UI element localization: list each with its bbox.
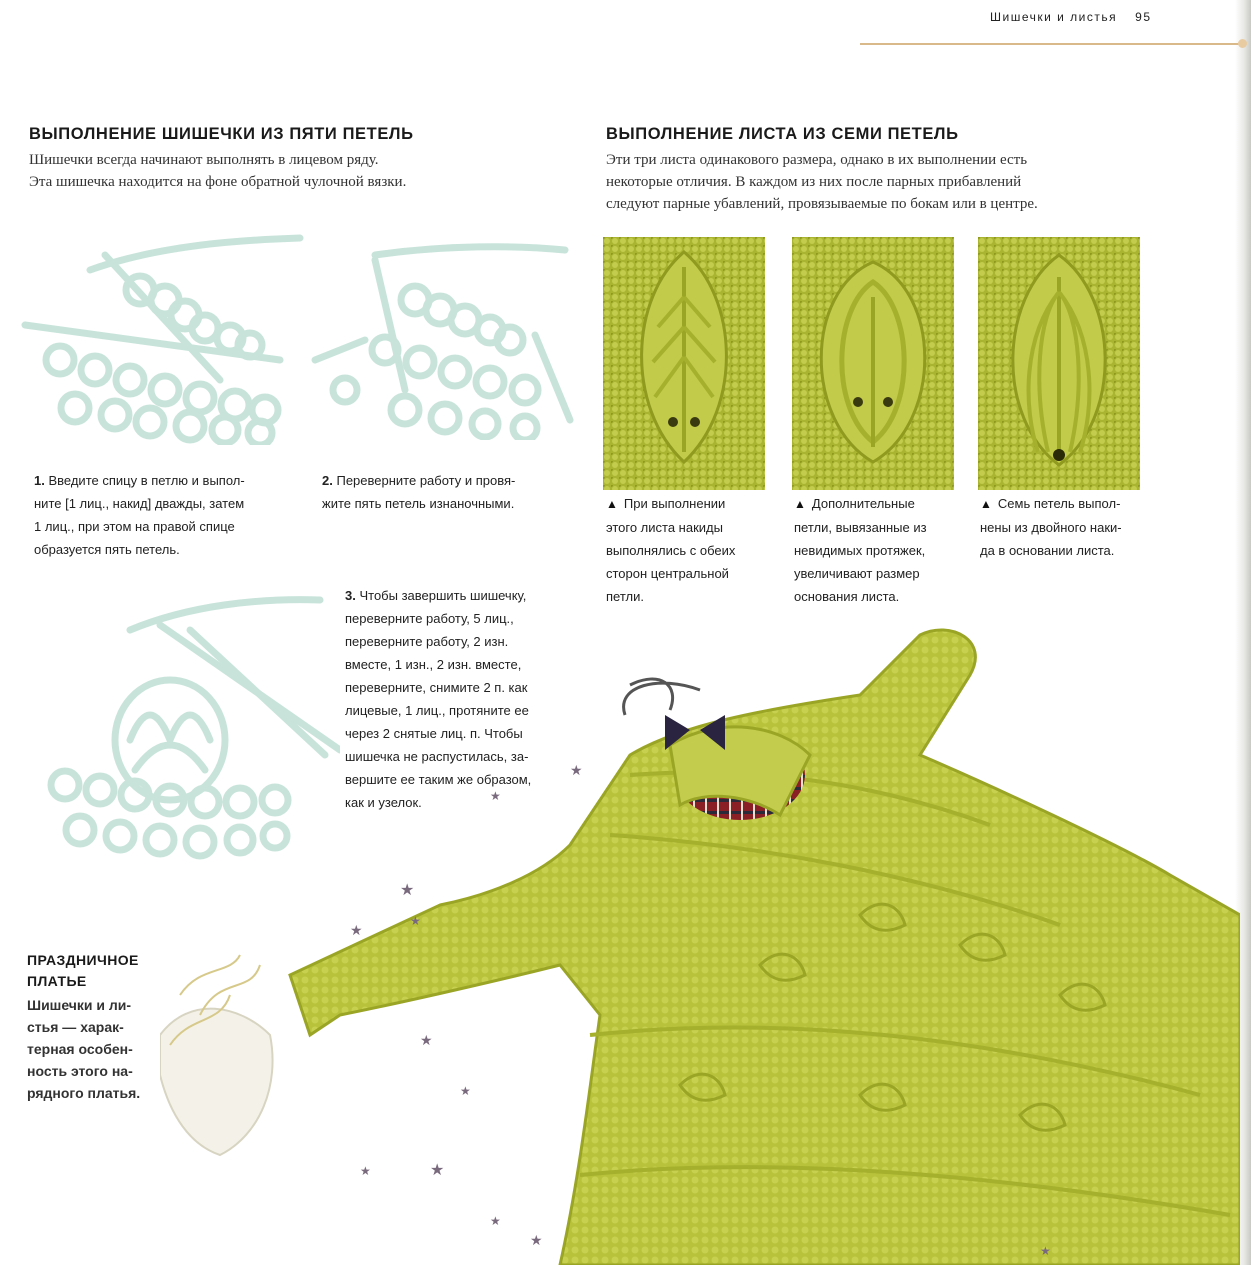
sidebar-title-line: ПРАЗДНИЧНОЕ <box>27 952 139 968</box>
svg-text:★: ★ <box>430 1160 445 1179</box>
sidebar-title-line: ПЛАТЬЕ <box>27 973 87 989</box>
intro-line: Шишечки всегда начинают выполнять в лицевом ряду. <box>29 152 379 168</box>
step-3-line: вместе, 1 изн., 2 изн. вместе, <box>345 657 522 672</box>
step-2-number: 2. <box>322 473 333 488</box>
step-3-line: переверните, снимите 2 п. как <box>345 680 528 695</box>
running-header <box>990 10 1210 30</box>
caption-line: увеличивают размер <box>794 566 920 581</box>
caption-line: выполнялись с обеих <box>606 543 736 558</box>
caption-line: сторон центральной <box>606 566 729 581</box>
caption-line: да в основании листа. <box>980 543 1115 558</box>
step-2-line: жите пять петель изнаночными. <box>322 496 515 511</box>
header-title: Шишечки и листья <box>990 10 1118 24</box>
svg-text:★: ★ <box>570 763 583 779</box>
step-1-line: Введите спицу в петлю и выпол- <box>48 473 245 488</box>
leaf-swatch-3 <box>978 237 1140 490</box>
step-1-caption <box>34 469 294 561</box>
step-3-line: через 2 снятые лиц. п. Чтобы <box>345 726 523 741</box>
step-1-line: ните [1 лиц., накид] дважды, затем <box>34 496 245 511</box>
bobble-diagram-step-1 <box>20 230 305 445</box>
bobble-heading: ВЫПОЛНЕНИЕ ШИШЕЧКИ ИЗ ПЯТИ ПЕТЕЛЬ <box>29 125 414 143</box>
caption-line: основания листа. <box>794 589 900 604</box>
step-3-line: шишечка не распустилась, за- <box>345 749 529 764</box>
step-2-caption <box>322 469 582 515</box>
svg-text:★: ★ <box>360 1164 371 1178</box>
sidebar-title <box>27 950 177 992</box>
svg-text:★: ★ <box>410 914 421 928</box>
step-2-line: Переверните работу и провя- <box>336 473 516 488</box>
leaf-swatch-2 <box>792 237 954 490</box>
sidebar-text-line: Шишечки и ли- <box>27 997 132 1013</box>
step-1-number: 1. <box>34 473 45 488</box>
caption-line: При выполнении <box>623 496 726 511</box>
triangle-up-icon: ▲ <box>794 497 806 511</box>
caption-line: невидимых протяжек, <box>794 543 926 558</box>
sidebar-text <box>27 994 167 1104</box>
header-rule-dot <box>1238 39 1247 48</box>
header-rule <box>860 43 1242 45</box>
svg-text:★: ★ <box>1040 1244 1051 1258</box>
leaf-caption-3 <box>980 492 1170 562</box>
caption-line: Дополнительные <box>811 496 915 511</box>
sidebar-text-line: терная особен- <box>27 1041 133 1057</box>
svg-text:★: ★ <box>530 1233 543 1249</box>
leaf-swatch-1 <box>603 237 765 490</box>
svg-text:★: ★ <box>420 1033 433 1049</box>
leaf-caption-1 <box>606 492 786 608</box>
step-3-line: переверните работу, 5 лиц., <box>345 611 514 626</box>
leaf-intro <box>606 149 1166 215</box>
intro-line: Эта шишечка находится на фоне обратной чулочной вязки. <box>29 174 407 190</box>
step-3-line: переверните работу, 2 изн. <box>345 634 509 649</box>
step-3-line: Чтобы завершить шишечку, <box>359 588 527 603</box>
step-3-line: вершите ее таким же образом, <box>345 772 532 787</box>
intro-line: некоторые отличия. В каждом из них после парных прибавлений <box>606 174 1022 190</box>
svg-text:★: ★ <box>460 1084 471 1098</box>
caption-line: петли. <box>606 589 644 604</box>
intro-line: следуют парные убавлений, провязываемые по бокам или в центре. <box>606 196 1038 212</box>
svg-text:★: ★ <box>350 923 363 939</box>
svg-text:★: ★ <box>490 789 501 803</box>
bobble-diagram-step-2 <box>305 240 575 440</box>
triangle-up-icon: ▲ <box>606 497 618 511</box>
sidebar-text-line: рядного платья. <box>27 1085 141 1101</box>
step-1-line: 1 лиц., при этом на правой спице <box>34 519 235 534</box>
leaf-caption-2 <box>794 492 974 608</box>
triangle-up-icon: ▲ <box>980 497 992 511</box>
caption-line: петли, вывязанные из <box>794 520 927 535</box>
svg-text:★: ★ <box>400 880 415 899</box>
intro-line: Эти три листа одинакового размера, однако в их выполнении есть <box>606 152 1028 168</box>
step-3-line: лицевые, 1 лиц., протяните ее <box>345 703 529 718</box>
step-3-line: как и узелок. <box>345 795 422 810</box>
page-number: 95 <box>1135 10 1152 24</box>
step-1-line: образуется пять петель. <box>34 542 180 557</box>
sidebar-text-line: стья — харак- <box>27 1019 124 1035</box>
svg-text:★: ★ <box>490 1214 501 1228</box>
dress-photo <box>160 615 1240 1265</box>
leaf-heading: ВЫПОЛНЕНИЕ ЛИСТА ИЗ СЕМИ ПЕТЕЛЬ <box>606 125 959 143</box>
caption-line: Семь петель выпол- <box>997 496 1121 511</box>
caption-line: этого листа накиды <box>606 520 723 535</box>
caption-line: нены из двойного наки- <box>980 520 1122 535</box>
bobble-intro <box>29 149 549 193</box>
step-3-number: 3. <box>345 588 356 603</box>
sidebar-text-line: ность этого на- <box>27 1063 133 1079</box>
